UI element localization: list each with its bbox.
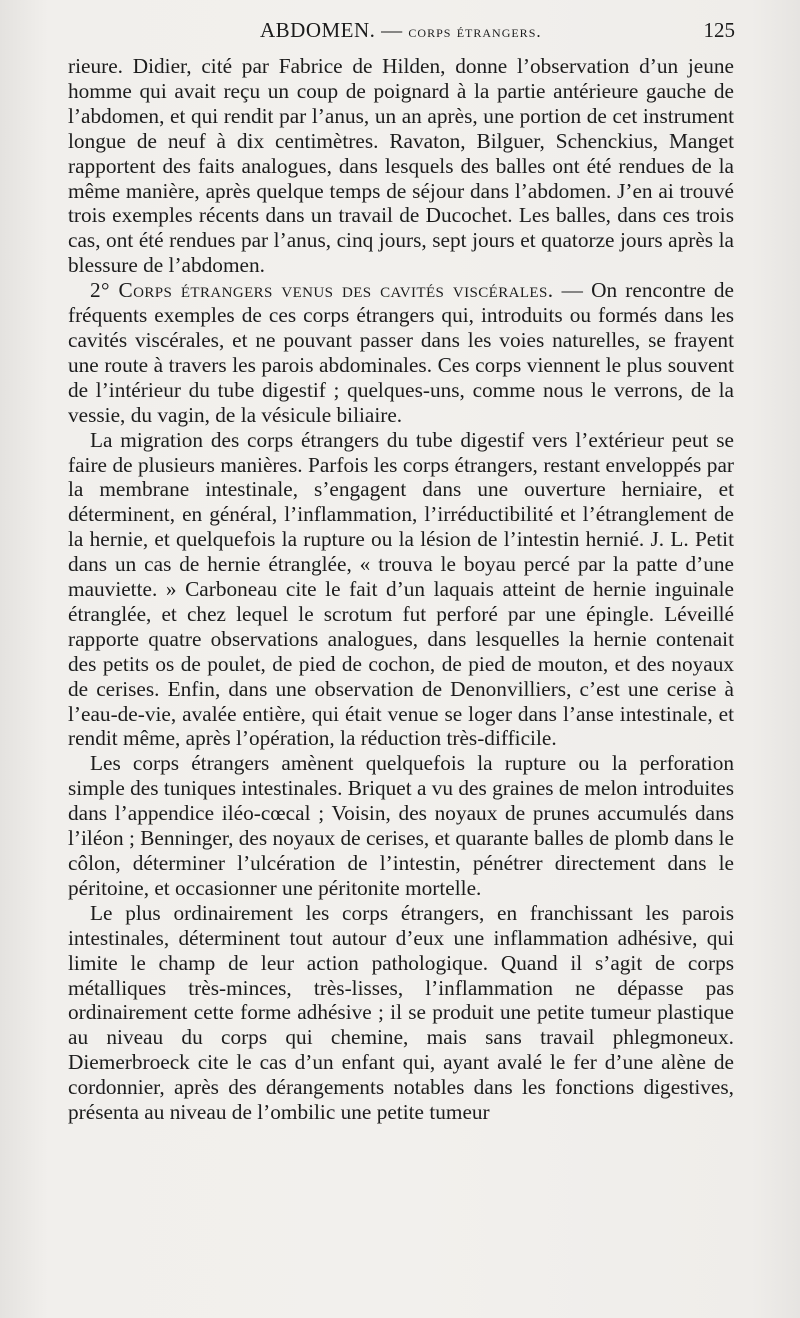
section-heading: 2° Corps étrangers venus des cavités viscérales. (90, 278, 554, 303)
running-title-main: ABDOMEN. (260, 18, 376, 42)
paragraph: Les corps étrangers amènent quelquefois la rupture ou la perforation simple des tuniques intestinales. Briquet a vu des graines de melon introduites dans l’appendice iléo-cœcal ; Voisin, des noyaux de prunes accumulés dans l’iléon ; Benninger, des noyaux de cerises, et quarante balles de plomb dans le côlon, déterminer l’ulcération de l’intestin, pénétrer directement dans le péritoine, et occasionner une péritonite mortelle. (68, 751, 734, 900)
paragraph: Le plus ordinairement les corps étrangers, en franchissant les parois intestinales, déterminent tout autour d’eux une inflammation adhésive, qui limite le champ de leur action pathologique. Quand il s’agit de corps métalliques très-minces, très-lisses, l’inflammation ne dépasse pas ordinairement cette forme adhésive ; il se produit une petite tumeur plastique au niveau du corps qui chemine, mais sans travail phlegmoneux. Diemerbroeck cite le cas d’un enfant qui, ayant avalé le fer d’une alène de cordonnier, après des dérangements notables dans les fonctions digestives, présenta au niveau de l’ombilic une petite tumeur (68, 900, 734, 1125)
paragraph: rieure. Didier, cité par Fabrice de Hilden, donne l’observation d’un jeune homme qui avait reçu un coup de poignard à la partie antérieure gauche de l’abdomen, et qui rendit par l’anus, un an après, une portion de cet instrument longue de neuf à dix centimètres. Ravaton, Bilguer, Schenckius, Manget rapportent des faits analogues, dans lesquels des balles ont été rendues de la même manière, après quelque temps de séjour dans l’abdomen. J’en ai trouvé trois exemples récents dans un travail de Ducochet. Les balles, dans ces trois cas, ont été rendues par l’anus, cinq jours, sept jours et quatorze jours après la blessure de l’abdomen. (68, 54, 734, 278)
paragraph-text: — On rencontre de fréquents exemples de ces corps étrangers qui, introduits ou formés dans les cavités viscérales, et ne pouvant passer dans les voies naturelles, se frayent une route à travers les parois abdominales. Ces corps viennent le plus souvent de l’intérieur du tube digestif ; quelques-uns, comme nous le verrons, de la vessie, du vagin, de la vésicule biliaire. (68, 278, 734, 427)
body-text (68, 54, 734, 1125)
running-header (70, 18, 735, 46)
paragraph: La migration des corps étrangers du tube digestif vers l’extérieur peut se faire de plusieurs manières. Parfois les corps étrangers, restant enveloppés par la membrane intestinale, s’engagent dans une ouverture herniaire, et déterminent, en général, l’inflammation, l’irréductibilité et l’étranglement de la hernie, et quelquefois la rupture ou la lésion de l’intestin hernié. J. L. Petit dans un cas de hernie étranglée, « trouva le boyau percé par la patte d’une mauviette. » Carboneau cite le fait d’un laquais atteint de hernie inguinale étranglée, et chez lequel le scrotum fut perforé par une épingle. Léveillé rapporte quatre observations analogues, dans lesquelles la hernie contenait des petits os de poulet, de pied de cochon, de pied de mouton, et des noyaux de cerises. Enfin, dans une observation de Denonvilliers, c’est une cerise à l’eau-de-vie, avalée entière, qui était venue se loger dans l’anse intestinale, et rendit même, après l’opération, la réduction très-difficile. (68, 427, 734, 751)
running-title-sub: corps étrangers. (408, 22, 542, 41)
page-number: 125 (703, 18, 735, 42)
running-title (260, 18, 542, 43)
paragraph-section-2 (68, 278, 734, 427)
running-title-separator: — (375, 18, 409, 42)
